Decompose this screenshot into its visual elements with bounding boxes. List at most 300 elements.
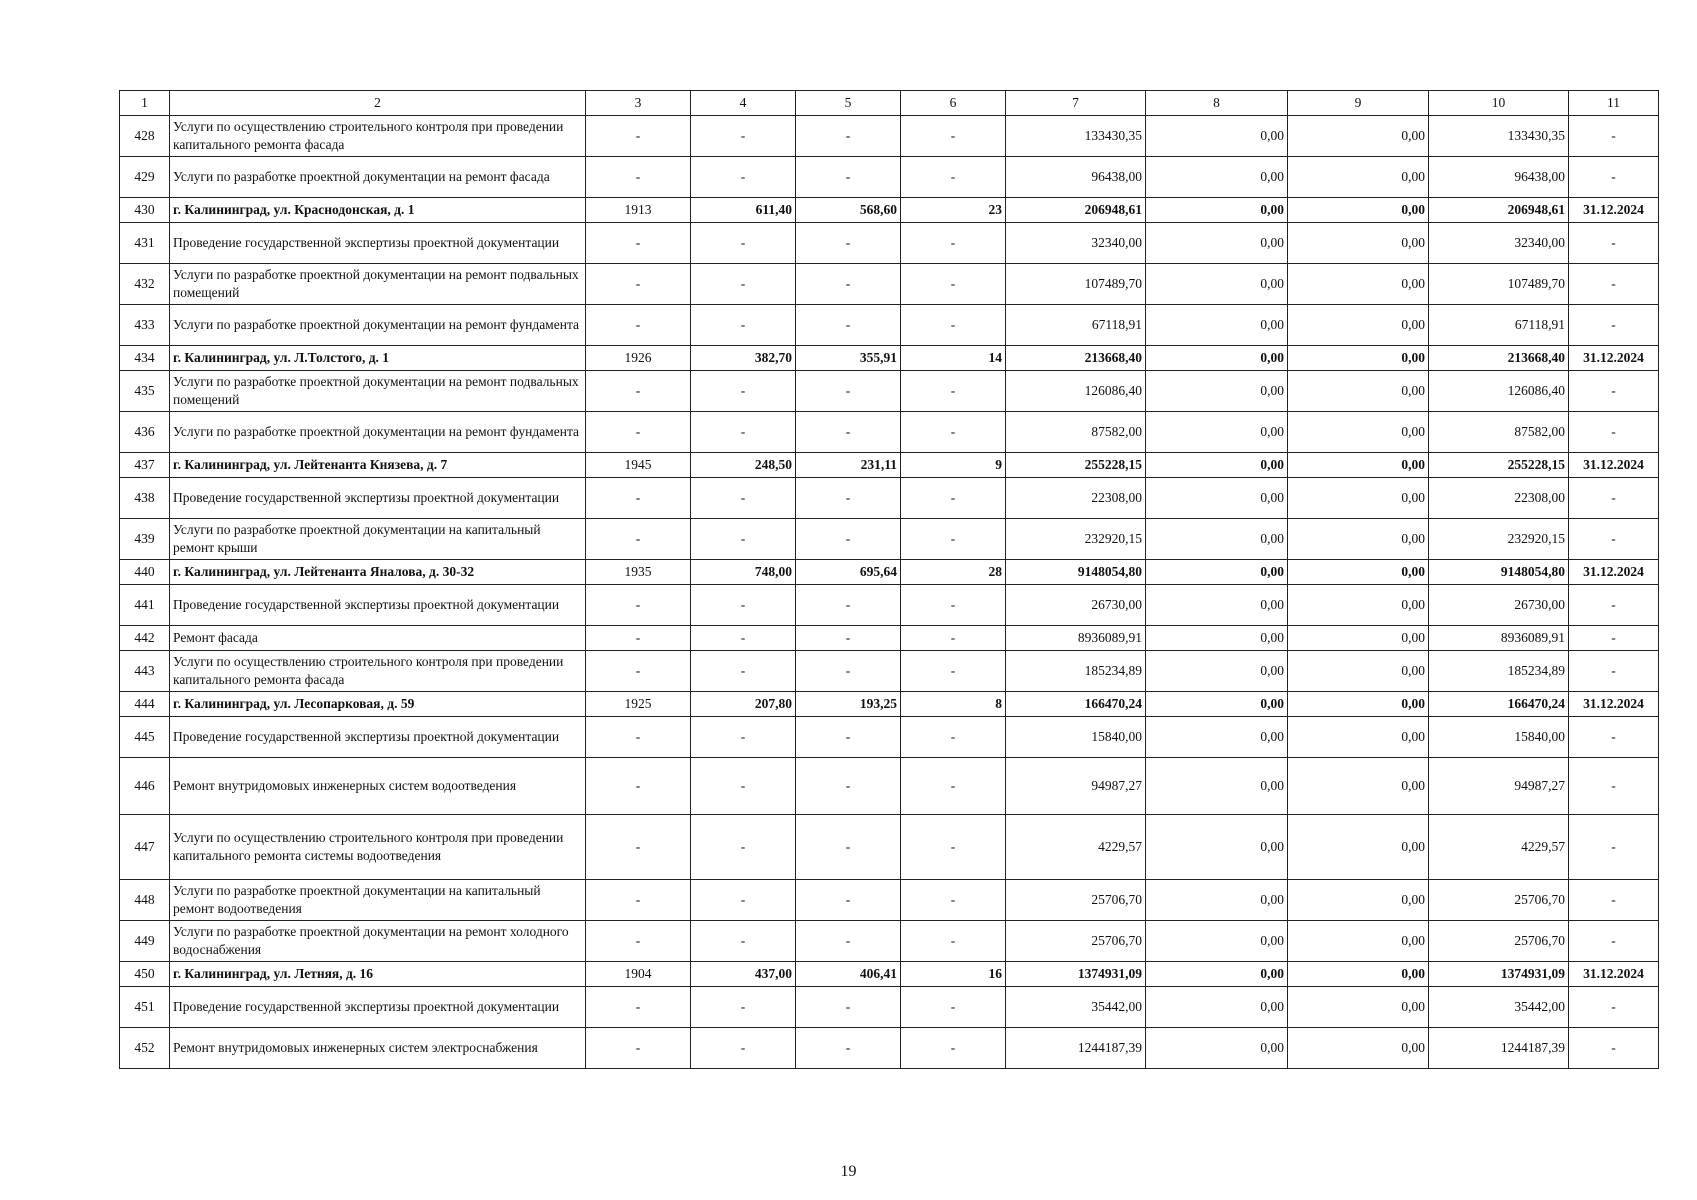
col-header-3: 3 xyxy=(586,91,691,116)
col3-value: - xyxy=(586,987,691,1028)
col5-value: - xyxy=(796,585,901,626)
col10-value: 213668,40 xyxy=(1429,346,1569,371)
col8-value: 0,00 xyxy=(1146,157,1288,198)
work-item-row xyxy=(120,412,1659,453)
col10-value: 206948,61 xyxy=(1429,198,1569,223)
col9-value: 0,00 xyxy=(1288,198,1429,223)
col4-value: 611,40 xyxy=(691,198,796,223)
col9-value: 0,00 xyxy=(1288,880,1429,921)
col4-value: - xyxy=(691,717,796,758)
page-number: 19 xyxy=(840,1163,857,1180)
row-number: 437 xyxy=(120,453,170,478)
col4-value: - xyxy=(691,651,796,692)
row-name: Проведение государственной экспертизы проектной документации xyxy=(170,987,586,1028)
col5-value: - xyxy=(796,223,901,264)
col11-value: - xyxy=(1569,717,1659,758)
col6-value: - xyxy=(901,717,1006,758)
row-number: 440 xyxy=(120,560,170,585)
col7-value: 32340,00 xyxy=(1006,223,1146,264)
col7-value: 67118,91 xyxy=(1006,305,1146,346)
col8-value: 0,00 xyxy=(1146,412,1288,453)
row-name: Услуги по осуществлению строительного контроля при проведении капитального ремонта фасада xyxy=(170,116,586,157)
col6-value: - xyxy=(901,758,1006,815)
col7-value: 107489,70 xyxy=(1006,264,1146,305)
col10-value: 22308,00 xyxy=(1429,478,1569,519)
row-name: Ремонт внутридомовых инженерных систем электроснабжения xyxy=(170,1028,586,1069)
col11-value: - xyxy=(1569,651,1659,692)
col7-value: 4229,57 xyxy=(1006,815,1146,880)
col4-value: - xyxy=(691,264,796,305)
row-number: 441 xyxy=(120,585,170,626)
col-header-9: 9 xyxy=(1288,91,1429,116)
col11-value: - xyxy=(1569,815,1659,880)
col3-value: 1904 xyxy=(586,962,691,987)
col6-value: - xyxy=(901,305,1006,346)
col11-value: - xyxy=(1569,519,1659,560)
col8-value: 0,00 xyxy=(1146,264,1288,305)
repair-plan-table xyxy=(119,90,1659,1069)
row-name: Услуги по разработке проектной документации на капитальный ремонт крыши xyxy=(170,519,586,560)
row-number: 444 xyxy=(120,692,170,717)
col7-value: 9148054,80 xyxy=(1006,560,1146,585)
address-row xyxy=(120,692,1659,717)
col4-value: 382,70 xyxy=(691,346,796,371)
address-row xyxy=(120,453,1659,478)
col5-value: 695,64 xyxy=(796,560,901,585)
col6-value: - xyxy=(901,880,1006,921)
col10-value: 232920,15 xyxy=(1429,519,1569,560)
col9-value: 0,00 xyxy=(1288,223,1429,264)
col9-value: 0,00 xyxy=(1288,264,1429,305)
col10-value: 26730,00 xyxy=(1429,585,1569,626)
col6-value: 23 xyxy=(901,198,1006,223)
row-name: Ремонт внутридомовых инженерных систем водоотведения xyxy=(170,758,586,815)
col5-value: 231,11 xyxy=(796,453,901,478)
col6-value: - xyxy=(901,921,1006,962)
col4-value: 748,00 xyxy=(691,560,796,585)
address-row xyxy=(120,346,1659,371)
col-header-4: 4 xyxy=(691,91,796,116)
col11-value: 31.12.2024 xyxy=(1569,962,1659,987)
col6-value: - xyxy=(901,478,1006,519)
row-number: 436 xyxy=(120,412,170,453)
col8-value: 0,00 xyxy=(1146,198,1288,223)
row-number: 446 xyxy=(120,758,170,815)
col10-value: 94987,27 xyxy=(1429,758,1569,815)
col6-value: - xyxy=(901,371,1006,412)
col11-value: - xyxy=(1569,412,1659,453)
col4-value: - xyxy=(691,880,796,921)
col5-value: - xyxy=(796,651,901,692)
col3-value: - xyxy=(586,717,691,758)
row-name: Услуги по разработке проектной документации на ремонт фундамента xyxy=(170,305,586,346)
col10-value: 25706,70 xyxy=(1429,921,1569,962)
col3-value: 1913 xyxy=(586,198,691,223)
row-number: 448 xyxy=(120,880,170,921)
col4-value: - xyxy=(691,987,796,1028)
col3-value: - xyxy=(586,116,691,157)
col4-value: - xyxy=(691,305,796,346)
col7-value: 25706,70 xyxy=(1006,921,1146,962)
col6-value: 8 xyxy=(901,692,1006,717)
row-number: 450 xyxy=(120,962,170,987)
row-number: 438 xyxy=(120,478,170,519)
col7-value: 35442,00 xyxy=(1006,987,1146,1028)
col4-value: - xyxy=(691,815,796,880)
col3-value: - xyxy=(586,815,691,880)
col5-value: - xyxy=(796,264,901,305)
col9-value: 0,00 xyxy=(1288,815,1429,880)
col3-value: - xyxy=(586,223,691,264)
col7-value: 22308,00 xyxy=(1006,478,1146,519)
col3-value: - xyxy=(586,519,691,560)
row-name: г. Калининград, ул. Л.Толстого, д. 1 xyxy=(170,346,586,371)
col5-value: 193,25 xyxy=(796,692,901,717)
col3-value: - xyxy=(586,880,691,921)
col10-value: 96438,00 xyxy=(1429,157,1569,198)
col4-value: 207,80 xyxy=(691,692,796,717)
col9-value: 0,00 xyxy=(1288,626,1429,651)
work-item-row xyxy=(120,157,1659,198)
col5-value: - xyxy=(796,758,901,815)
column-number-header-row xyxy=(120,91,1659,116)
col6-value: - xyxy=(901,519,1006,560)
col7-value: 94987,27 xyxy=(1006,758,1146,815)
row-number: 439 xyxy=(120,519,170,560)
col3-value: - xyxy=(586,758,691,815)
row-name: Проведение государственной экспертизы проектной документации xyxy=(170,585,586,626)
col6-value: - xyxy=(901,223,1006,264)
col10-value: 4229,57 xyxy=(1429,815,1569,880)
row-name: г. Калининград, ул. Лесопарковая, д. 59 xyxy=(170,692,586,717)
col9-value: 0,00 xyxy=(1288,478,1429,519)
col11-value: - xyxy=(1569,305,1659,346)
col6-value: - xyxy=(901,264,1006,305)
col10-value: 15840,00 xyxy=(1429,717,1569,758)
work-item-row xyxy=(120,585,1659,626)
col8-value: 0,00 xyxy=(1146,223,1288,264)
col5-value: - xyxy=(796,626,901,651)
col11-value: - xyxy=(1569,626,1659,651)
col4-value: - xyxy=(691,116,796,157)
col11-value: - xyxy=(1569,880,1659,921)
col7-value: 96438,00 xyxy=(1006,157,1146,198)
col3-value: - xyxy=(586,921,691,962)
col8-value: 0,00 xyxy=(1146,116,1288,157)
col9-value: 0,00 xyxy=(1288,987,1429,1028)
row-number: 433 xyxy=(120,305,170,346)
col10-value: 67118,91 xyxy=(1429,305,1569,346)
col10-value: 166470,24 xyxy=(1429,692,1569,717)
col5-value: - xyxy=(796,412,901,453)
row-name: г. Калининград, ул. Лейтенанта Яналова, д. 30-32 xyxy=(170,560,586,585)
col-header-5: 5 xyxy=(796,91,901,116)
col5-value: - xyxy=(796,1028,901,1069)
col8-value: 0,00 xyxy=(1146,560,1288,585)
col7-value: 126086,40 xyxy=(1006,371,1146,412)
col6-value: - xyxy=(901,987,1006,1028)
col11-value: - xyxy=(1569,987,1659,1028)
col4-value: - xyxy=(691,921,796,962)
work-item-row xyxy=(120,305,1659,346)
row-name: Услуги по разработке проектной документации на ремонт подвальных помещений xyxy=(170,264,586,305)
col9-value: 0,00 xyxy=(1288,585,1429,626)
work-item-row xyxy=(120,921,1659,962)
work-item-row xyxy=(120,880,1659,921)
col10-value: 25706,70 xyxy=(1429,880,1569,921)
table-body xyxy=(120,116,1659,1069)
row-number: 442 xyxy=(120,626,170,651)
col6-value: - xyxy=(901,626,1006,651)
col7-value: 8936089,91 xyxy=(1006,626,1146,651)
col9-value: 0,00 xyxy=(1288,692,1429,717)
col11-value: - xyxy=(1569,1028,1659,1069)
row-number: 447 xyxy=(120,815,170,880)
col6-value: 16 xyxy=(901,962,1006,987)
col5-value: - xyxy=(796,305,901,346)
col8-value: 0,00 xyxy=(1146,815,1288,880)
col8-value: 0,00 xyxy=(1146,692,1288,717)
row-number: 428 xyxy=(120,116,170,157)
col3-value: - xyxy=(586,585,691,626)
col10-value: 126086,40 xyxy=(1429,371,1569,412)
work-item-row xyxy=(120,626,1659,651)
col6-value: - xyxy=(901,412,1006,453)
col7-value: 206948,61 xyxy=(1006,198,1146,223)
col6-value: - xyxy=(901,585,1006,626)
col5-value: - xyxy=(796,921,901,962)
col9-value: 0,00 xyxy=(1288,519,1429,560)
col11-value: - xyxy=(1569,478,1659,519)
col4-value: - xyxy=(691,223,796,264)
col10-value: 255228,15 xyxy=(1429,453,1569,478)
work-item-row xyxy=(120,717,1659,758)
col5-value: - xyxy=(796,987,901,1028)
work-item-row xyxy=(120,815,1659,880)
col9-value: 0,00 xyxy=(1288,116,1429,157)
col8-value: 0,00 xyxy=(1146,717,1288,758)
col11-value: - xyxy=(1569,371,1659,412)
work-item-row xyxy=(120,987,1659,1028)
col9-value: 0,00 xyxy=(1288,921,1429,962)
col4-value: - xyxy=(691,519,796,560)
row-number: 435 xyxy=(120,371,170,412)
col5-value: 406,41 xyxy=(796,962,901,987)
col7-value: 15840,00 xyxy=(1006,717,1146,758)
col9-value: 0,00 xyxy=(1288,758,1429,815)
row-name: Услуги по осуществлению строительного контроля при проведении капитального ремонта фасада xyxy=(170,651,586,692)
col11-value: - xyxy=(1569,921,1659,962)
col8-value: 0,00 xyxy=(1146,880,1288,921)
row-name: Услуги по разработке проектной документации на ремонт подвальных помещений xyxy=(170,371,586,412)
col7-value: 185234,89 xyxy=(1006,651,1146,692)
col8-value: 0,00 xyxy=(1146,758,1288,815)
col8-value: 0,00 xyxy=(1146,346,1288,371)
col11-value: 31.12.2024 xyxy=(1569,560,1659,585)
row-number: 434 xyxy=(120,346,170,371)
col4-value: - xyxy=(691,1028,796,1069)
address-row xyxy=(120,962,1659,987)
row-name: Проведение государственной экспертизы проектной документации xyxy=(170,717,586,758)
col6-value: - xyxy=(901,1028,1006,1069)
col5-value: - xyxy=(796,478,901,519)
col10-value: 35442,00 xyxy=(1429,987,1569,1028)
col5-value: - xyxy=(796,371,901,412)
col-header-11: 11 xyxy=(1569,91,1659,116)
col3-value: 1945 xyxy=(586,453,691,478)
col-header-6: 6 xyxy=(901,91,1006,116)
col4-value: - xyxy=(691,371,796,412)
col10-value: 87582,00 xyxy=(1429,412,1569,453)
col3-value: - xyxy=(586,651,691,692)
col6-value: 28 xyxy=(901,560,1006,585)
col7-value: 87582,00 xyxy=(1006,412,1146,453)
row-number: 430 xyxy=(120,198,170,223)
work-item-row xyxy=(120,223,1659,264)
work-item-row xyxy=(120,651,1659,692)
col11-value: - xyxy=(1569,264,1659,305)
col-header-8: 8 xyxy=(1146,91,1288,116)
work-item-row xyxy=(120,371,1659,412)
col3-value: - xyxy=(586,1028,691,1069)
col3-value: - xyxy=(586,371,691,412)
col10-value: 107489,70 xyxy=(1429,264,1569,305)
col6-value: - xyxy=(901,651,1006,692)
work-item-row xyxy=(120,264,1659,305)
row-number: 449 xyxy=(120,921,170,962)
col11-value: - xyxy=(1569,157,1659,198)
col7-value: 133430,35 xyxy=(1006,116,1146,157)
col8-value: 0,00 xyxy=(1146,519,1288,560)
row-number: 429 xyxy=(120,157,170,198)
col-header-2: 2 xyxy=(170,91,586,116)
col9-value: 0,00 xyxy=(1288,412,1429,453)
col7-value: 25706,70 xyxy=(1006,880,1146,921)
col5-value: 568,60 xyxy=(796,198,901,223)
col11-value: - xyxy=(1569,758,1659,815)
col3-value: - xyxy=(586,626,691,651)
col9-value: 0,00 xyxy=(1288,560,1429,585)
row-number: 432 xyxy=(120,264,170,305)
work-item-row xyxy=(120,478,1659,519)
col10-value: 32340,00 xyxy=(1429,223,1569,264)
col9-value: 0,00 xyxy=(1288,1028,1429,1069)
row-name: Услуги по осуществлению строительного контроля при проведении капитального ремонта системы водоотведения xyxy=(170,815,586,880)
col3-value: - xyxy=(586,412,691,453)
col10-value: 9148054,80 xyxy=(1429,560,1569,585)
col3-value: - xyxy=(586,305,691,346)
col9-value: 0,00 xyxy=(1288,453,1429,478)
col9-value: 0,00 xyxy=(1288,157,1429,198)
work-item-row xyxy=(120,519,1659,560)
col11-value: 31.12.2024 xyxy=(1569,453,1659,478)
col3-value: - xyxy=(586,478,691,519)
col4-value: 437,00 xyxy=(691,962,796,987)
col7-value: 232920,15 xyxy=(1006,519,1146,560)
work-item-row xyxy=(120,758,1659,815)
col5-value: - xyxy=(796,519,901,560)
col8-value: 0,00 xyxy=(1146,626,1288,651)
col7-value: 26730,00 xyxy=(1006,585,1146,626)
col7-value: 166470,24 xyxy=(1006,692,1146,717)
row-name: г. Калининград, ул. Летняя, д. 16 xyxy=(170,962,586,987)
col9-value: 0,00 xyxy=(1288,371,1429,412)
col8-value: 0,00 xyxy=(1146,987,1288,1028)
col4-value: 248,50 xyxy=(691,453,796,478)
col8-value: 0,00 xyxy=(1146,962,1288,987)
row-name: Проведение государственной экспертизы проектной документации xyxy=(170,223,586,264)
col5-value: - xyxy=(796,116,901,157)
col6-value: 14 xyxy=(901,346,1006,371)
col4-value: - xyxy=(691,478,796,519)
work-item-row xyxy=(120,116,1659,157)
col8-value: 0,00 xyxy=(1146,478,1288,519)
col8-value: 0,00 xyxy=(1146,921,1288,962)
col8-value: 0,00 xyxy=(1146,453,1288,478)
row-number: 445 xyxy=(120,717,170,758)
row-name: Услуги по разработке проектной документации на ремонт фасада xyxy=(170,157,586,198)
col7-value: 1374931,09 xyxy=(1006,962,1146,987)
col10-value: 1374931,09 xyxy=(1429,962,1569,987)
col11-value: 31.12.2024 xyxy=(1569,346,1659,371)
col5-value: - xyxy=(796,880,901,921)
col8-value: 0,00 xyxy=(1146,371,1288,412)
address-row xyxy=(120,198,1659,223)
col6-value: - xyxy=(901,815,1006,880)
row-name: г. Калининград, ул. Лейтенанта Князева, д. 7 xyxy=(170,453,586,478)
col11-value: - xyxy=(1569,223,1659,264)
col11-value: 31.12.2024 xyxy=(1569,692,1659,717)
row-name: г. Калининград, ул. Краснодонская, д. 1 xyxy=(170,198,586,223)
work-item-row xyxy=(120,1028,1659,1069)
col11-value: 31.12.2024 xyxy=(1569,198,1659,223)
col11-value: - xyxy=(1569,585,1659,626)
col3-value: 1925 xyxy=(586,692,691,717)
col3-value: - xyxy=(586,264,691,305)
col10-value: 133430,35 xyxy=(1429,116,1569,157)
col9-value: 0,00 xyxy=(1288,305,1429,346)
col4-value: - xyxy=(691,758,796,815)
col10-value: 1244187,39 xyxy=(1429,1028,1569,1069)
col6-value: - xyxy=(901,157,1006,198)
col8-value: 0,00 xyxy=(1146,585,1288,626)
col8-value: 0,00 xyxy=(1146,1028,1288,1069)
col7-value: 255228,15 xyxy=(1006,453,1146,478)
col6-value: - xyxy=(901,116,1006,157)
col4-value: - xyxy=(691,585,796,626)
col5-value: - xyxy=(796,815,901,880)
col9-value: 0,00 xyxy=(1288,651,1429,692)
col5-value: - xyxy=(796,717,901,758)
col9-value: 0,00 xyxy=(1288,962,1429,987)
row-number: 443 xyxy=(120,651,170,692)
col11-value: - xyxy=(1569,116,1659,157)
col10-value: 185234,89 xyxy=(1429,651,1569,692)
col3-value: 1935 xyxy=(586,560,691,585)
col-header-1: 1 xyxy=(120,91,170,116)
col6-value: 9 xyxy=(901,453,1006,478)
col8-value: 0,00 xyxy=(1146,305,1288,346)
row-name: Ремонт фасада xyxy=(170,626,586,651)
row-name: Услуги по разработке проектной документации на капитальный ремонт водоотведения xyxy=(170,880,586,921)
col10-value: 8936089,91 xyxy=(1429,626,1569,651)
col5-value: 355,91 xyxy=(796,346,901,371)
col4-value: - xyxy=(691,157,796,198)
col5-value: - xyxy=(796,157,901,198)
col-header-10: 10 xyxy=(1429,91,1569,116)
col9-value: 0,00 xyxy=(1288,346,1429,371)
col3-value: 1926 xyxy=(586,346,691,371)
